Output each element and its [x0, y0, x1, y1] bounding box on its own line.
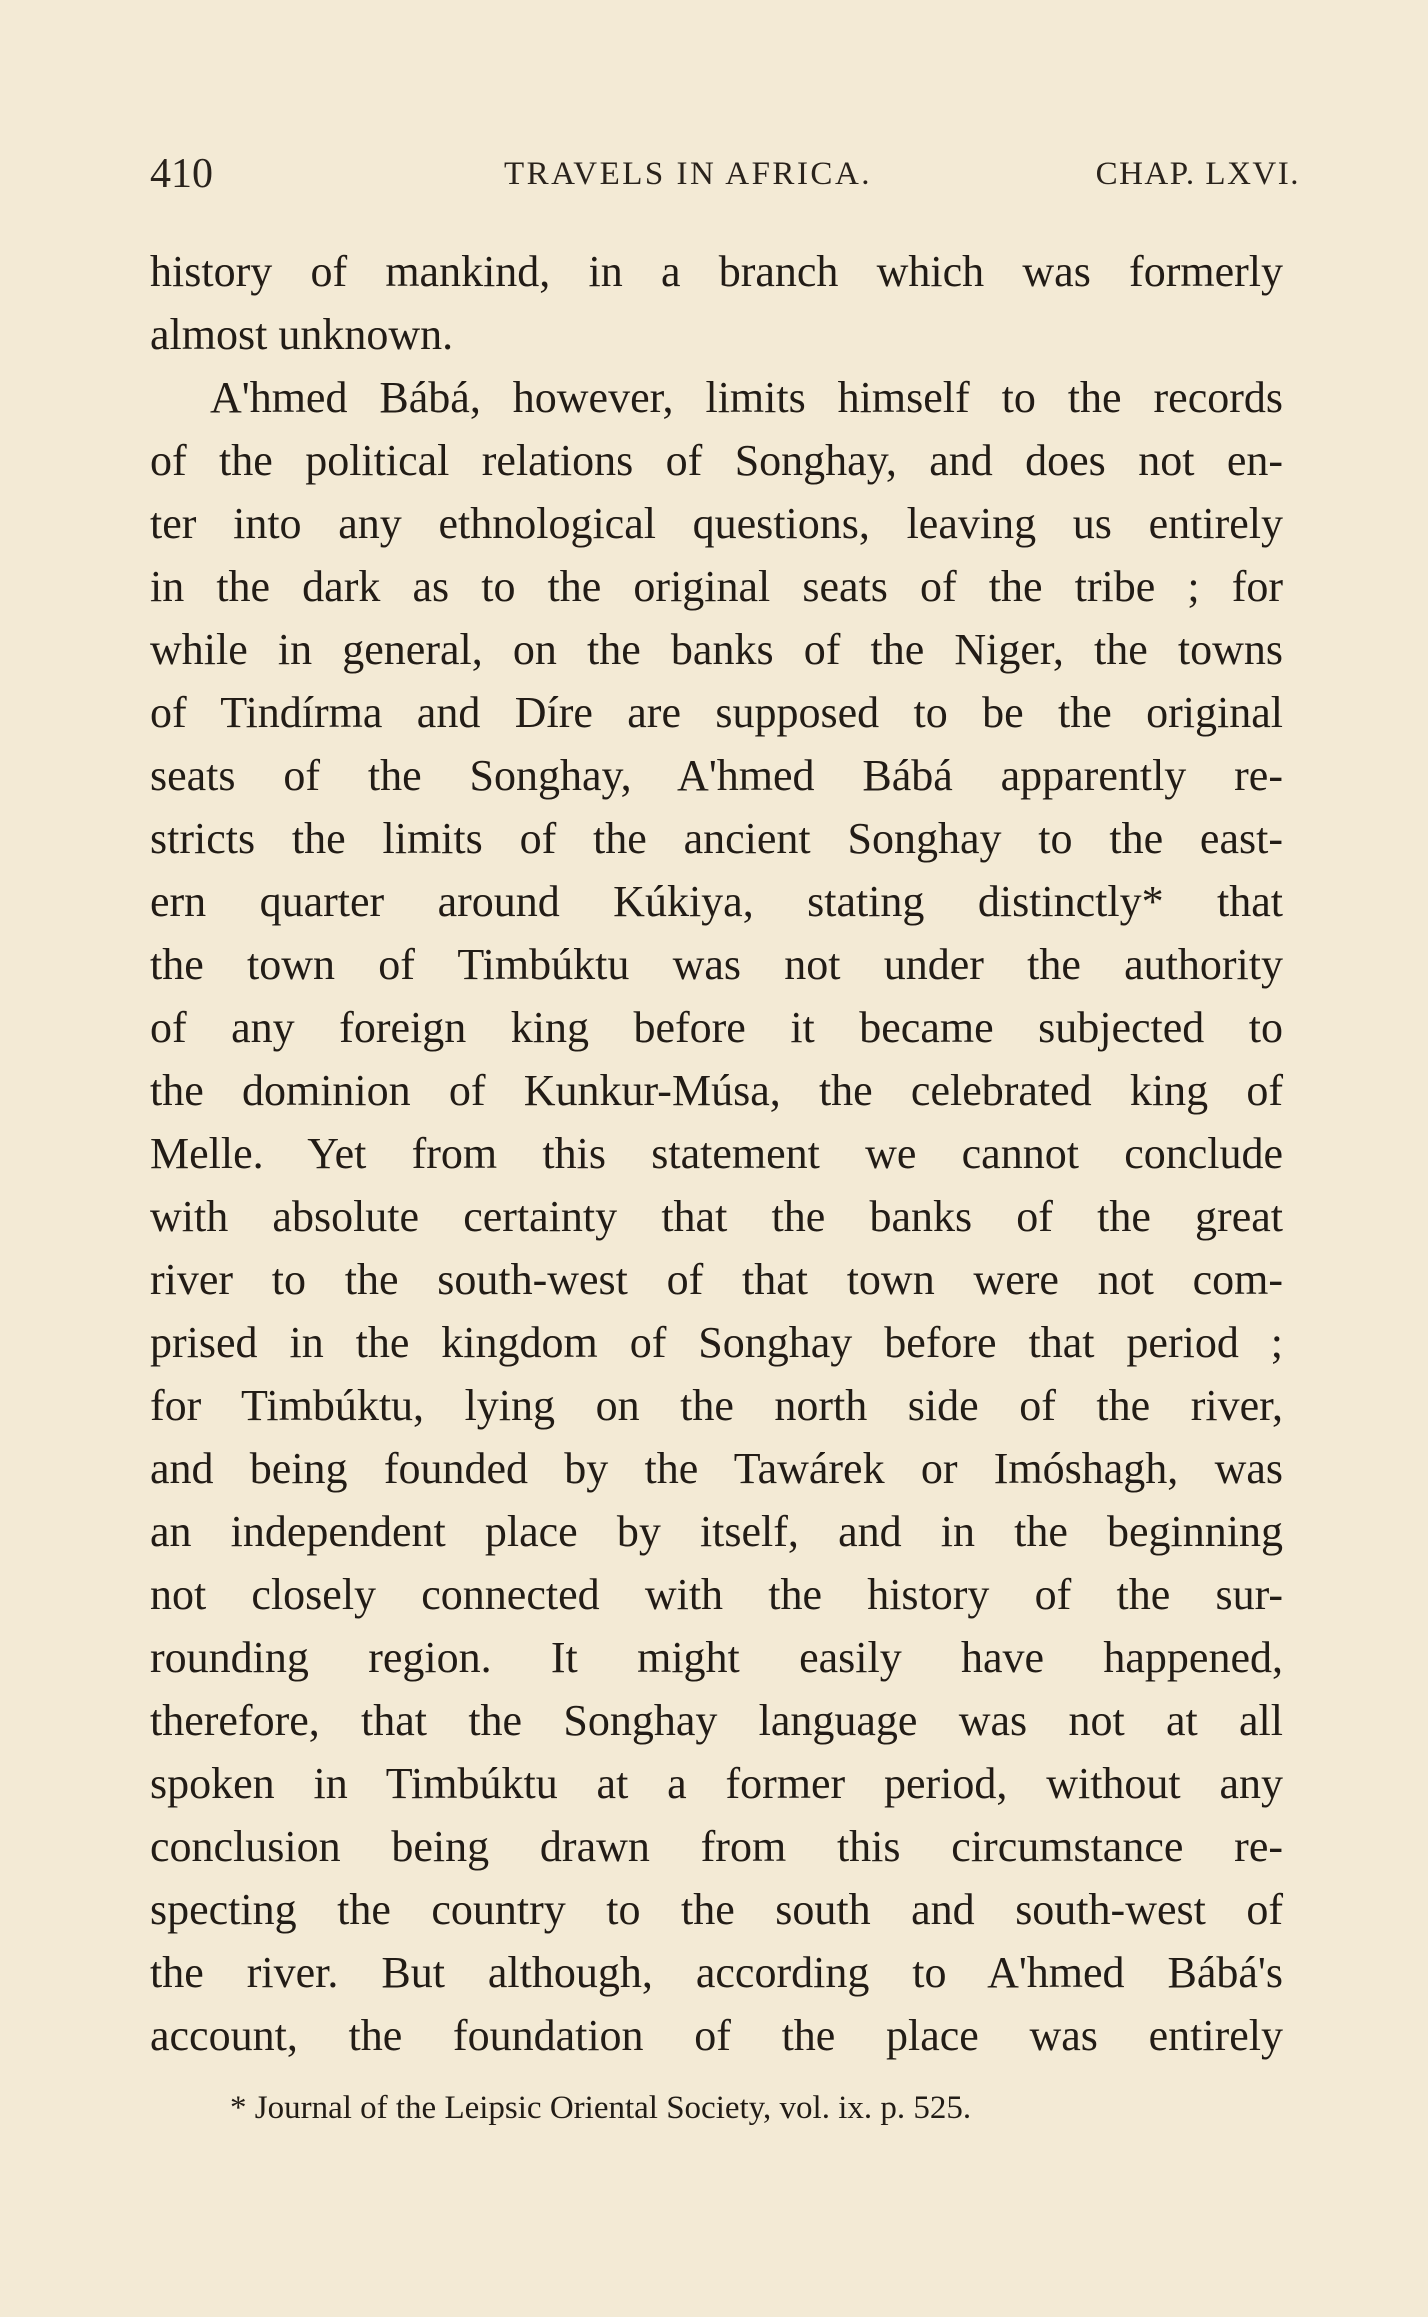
body-text — [150, 240, 1283, 2067]
text-line: river to the south-west of that town were not com- — [150, 1255, 1283, 1304]
page-number: 410 — [150, 151, 213, 197]
text-line: rounding region. It might easily have happened, — [150, 1633, 1283, 1682]
text-line: of Tindírma and Díre are supposed to be the original — [150, 688, 1283, 737]
text-line: not closely connected with the history of the sur- — [150, 1570, 1283, 1619]
text-line: therefore, that the Songhay language was not at all — [150, 1696, 1283, 1745]
text-line: with absolute certainty that the banks of the great — [150, 1192, 1283, 1241]
text-line: the dominion of Kunkur-Músa, the celebrated king of — [150, 1066, 1283, 1115]
text-line: Melle. Yet from this statement we cannot conclude — [150, 1129, 1283, 1178]
text-line: almost unknown. — [150, 310, 454, 359]
text-line: stricts the limits of the ancient Songhay to the east- — [150, 814, 1283, 863]
text-line: history of mankind, in a branch which was formerly — [150, 247, 1283, 296]
text-line: an independent place by itself, and in the beginning — [150, 1507, 1283, 1556]
text-line: while in general, on the banks of the Niger, the towns — [150, 625, 1283, 674]
book-title: TRAVELS IN AFRICA. — [504, 156, 873, 192]
text-line: spoken in Timbúktu at a former period, without any — [150, 1759, 1283, 1808]
running-head — [150, 150, 1300, 200]
text-line: prised in the kingdom of Songhay before that period ; — [150, 1318, 1283, 1367]
text-line: conclusion being drawn from this circumstance re- — [150, 1822, 1283, 1871]
text-line: the town of Timbúktu was not under the authority — [150, 940, 1283, 989]
text-line: A'hmed Bábá, however, limits himself to the records — [210, 373, 1283, 422]
text-line: for Timbúktu, lying on the north side of the river, — [150, 1381, 1283, 1430]
chapter-label: CHAP. LXVI. — [1095, 156, 1300, 192]
text-line: and being founded by the Tawárek or Imóshagh, was — [150, 1444, 1283, 1493]
text-line: ern quarter around Kúkiya, stating distinctly* that — [150, 877, 1283, 926]
text-line: the river. But although, according to A'hmed Bábá's — [150, 1948, 1283, 1997]
text-line: in the dark as to the original seats of the tribe ; for — [150, 562, 1283, 611]
text-line: account, the foundation of the place was entirely — [150, 2011, 1283, 2060]
text-line: seats of the Songhay, A'hmed Bábá apparently re- — [150, 751, 1283, 800]
footnote: * Journal of the Leipsic Oriental Society, vol. ix. p. 525. — [230, 2090, 972, 2126]
text-line: ter into any ethnological questions, leaving us entirely — [150, 499, 1283, 548]
text-line: of the political relations of Songhay, and does not en- — [150, 436, 1283, 485]
text-line: of any foreign king before it became subjected to — [150, 1003, 1283, 1052]
text-line: specting the country to the south and south-west of — [150, 1885, 1283, 1934]
